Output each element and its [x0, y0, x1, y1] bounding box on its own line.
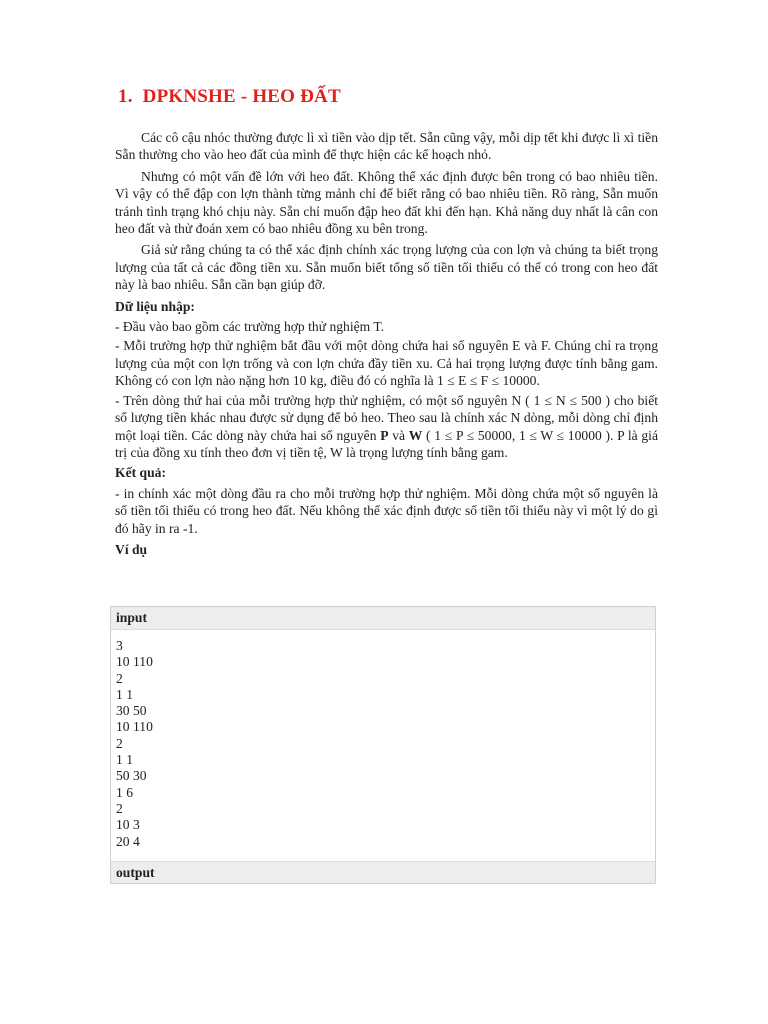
example-input-line: 20 4: [116, 833, 140, 849]
input-line-2: - Mỗi trường hợp thử nghiệm bắt đầu với một dòng chứa hai số nguyên E và F. Chúng chỉ ra trọng lượng của một con lợn trống và con lợn chứa đầy tiền xu. Cả hai trọng lượng được tính bằng gam. Không có con lợn nào nặng hơn 10 kg, điều đó có nghĩa là 1 ≤ E ≤ F ≤ 10000.: [115, 338, 658, 389]
example-output-label: output: [111, 861, 655, 883]
example-input-line: 2: [116, 670, 123, 686]
example-input-line: 10 110: [116, 654, 153, 670]
example-input-line: 2: [116, 735, 123, 751]
example-input-label: input: [111, 607, 655, 630]
output-line-1: - in chính xác một dòng đầu ra cho mỗi trường hợp thử nghiệm. Mỗi dòng chứa một số nguyên là số tiền tối thiểu có trong heo đất. Nếu không thể xác định được số tiền tối thiểu này vì một lý do gì đó hãy in ra -1.: [115, 485, 658, 536]
example-input-line: 10 110: [116, 719, 153, 735]
example-input-line: 2: [116, 800, 123, 816]
input-line-3-and: và: [388, 427, 409, 443]
problem-title: [118, 86, 341, 108]
example-box: [110, 606, 656, 884]
example-input-line: 10 3: [116, 817, 140, 833]
problem-body: [115, 129, 658, 560]
example-input-line: 1 1: [116, 752, 133, 768]
example-heading: Ví dụ: [115, 541, 148, 557]
story-paragraph-2: Nhưng có một vấn đề lớn với heo đất. Không thể xác định được bên trong có bao nhiêu tiền. Vì vậy có thể đập con lợn thành từng mảnh chỉ để biết rằng có bao nhiêu tiền. Rõ ràng, Sẵn muốn tránh tình trạng khó chịu này. Sẵn chỉ muốn đập heo đất khi đến hạn. Khả năng duy nhất là cân con heo đất và thử đoán xem có bao nhiêu đồng xu bên trong.: [115, 168, 658, 237]
var-p: P: [380, 427, 389, 443]
story-paragraph-1: Các cô cậu nhóc thường được lì xì tiền vào dịp tết. Sẵn cũng vậy, mỗi dịp tết khi được lì xì tiền Sẵn thường cho vào heo đất của mình để thực hiện các kế hoạch nhỏ.: [115, 130, 658, 163]
story-paragraph-3: Giả sử rằng chúng ta có thể xác định chính xác trọng lượng của con lợn và chúng ta biết trọng lượng của tất cả các đồng tiền xu. Sẵn muốn biết tổng số tiền tối thiểu có thể có trong con heo đất này là bao nhiêu. Sẵn cần bạn giúp đỡ.: [115, 242, 658, 293]
problem-name: DPKNSHE - HEO ĐẤT: [142, 86, 341, 107]
input-line-3-part-b: ( 1 ≤ P ≤ 50000, 1 ≤ W ≤ 10000 ). P là giá trị của đồng xu tính theo đơn vị tiền tệ, W là trọng lượng tính bằng gam.: [115, 427, 658, 460]
problem-number: 1.: [118, 86, 133, 107]
example-input-line: 1 1: [116, 686, 133, 702]
input-line-3-part-a: - Trên dòng thứ hai của mỗi trường hợp thử nghiệm, có một số nguyên N ( 1 ≤ N ≤ 500 ) cho biết số lượng tiền khác nhau được sử dụng để bỏ heo. Theo sau là chính xác N dòng, mỗi dòng chỉ định một loại tiền. Các dòng này chứa hai số nguyên: [115, 392, 658, 443]
input-line-1: - Đầu vào bao gồm các trường hợp thử nghiệm T.: [115, 319, 385, 335]
var-w: W: [408, 427, 423, 443]
input-line-3: [115, 392, 658, 462]
example-input-line: 3: [116, 638, 123, 653]
example-input-lines: [111, 630, 655, 850]
example-input-line: 1 6: [116, 784, 133, 800]
example-input-line: 50 30: [116, 768, 147, 784]
input-heading: Dữ liệu nhập:: [115, 298, 195, 314]
output-heading: Kết quả:: [115, 465, 166, 481]
example-input-line: 30 50: [116, 703, 147, 719]
